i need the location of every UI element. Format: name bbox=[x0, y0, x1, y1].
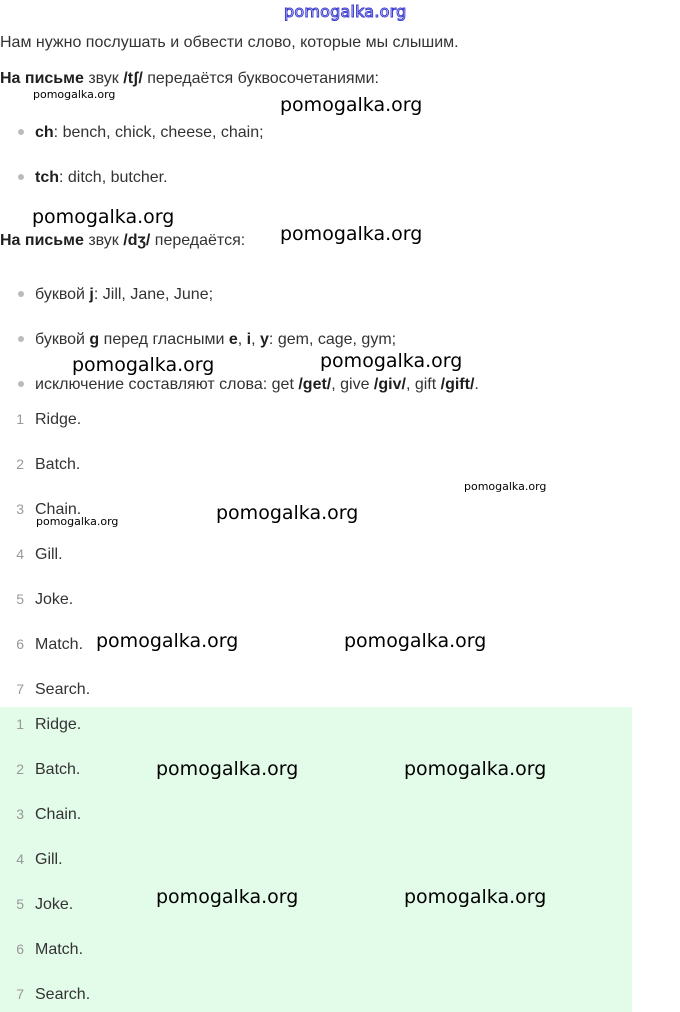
bullet-icon bbox=[18, 381, 24, 387]
rule-dzh-sound: /dʒ/ bbox=[123, 232, 151, 249]
answer-row bbox=[0, 806, 81, 824]
watermark: pomogalka.org bbox=[96, 630, 239, 652]
task-row bbox=[0, 411, 81, 429]
item-bold: ch bbox=[35, 124, 54, 141]
bullet-icon bbox=[18, 291, 24, 297]
answer-row bbox=[0, 986, 90, 1004]
item-text: . bbox=[474, 376, 479, 393]
row-word: Batch. bbox=[35, 456, 81, 473]
item-text: : gem, cage, gym; bbox=[268, 331, 397, 348]
list-item bbox=[18, 124, 264, 142]
row-word: Search. bbox=[35, 681, 91, 698]
task-row bbox=[0, 591, 73, 609]
rule-tsh-bold: На письме bbox=[0, 70, 84, 87]
item-text: : bench, chick, cheese, chain; bbox=[53, 124, 264, 141]
item-comma: , bbox=[251, 331, 261, 348]
list-item bbox=[18, 376, 479, 394]
item-pre: буквой bbox=[35, 286, 90, 303]
item-bold: tch bbox=[35, 169, 59, 186]
row-word: Gill. bbox=[35, 851, 63, 868]
row-number: 5 bbox=[16, 591, 24, 607]
rule-dzh-text-b: передаётся: bbox=[150, 232, 246, 249]
watermark: pomogalka.org bbox=[280, 94, 423, 116]
item-pre: буквой bbox=[35, 331, 90, 348]
item-bold: /get/ bbox=[298, 376, 332, 393]
intro-text: Нам нужно послушать и обвести слово, которые мы слышим. bbox=[0, 34, 459, 51]
task-row bbox=[0, 636, 83, 654]
rule-tsh-text-a: звук bbox=[83, 70, 124, 87]
rule-tsh-text-b: передаётся буквосочетаниями: bbox=[142, 70, 379, 87]
answer-row bbox=[0, 761, 80, 779]
row-number: 1 bbox=[16, 716, 24, 732]
answer-row bbox=[0, 851, 63, 869]
item-bold: g bbox=[89, 331, 100, 348]
row-number: 4 bbox=[16, 851, 24, 867]
watermark: pomogalka.org bbox=[36, 515, 119, 528]
item-text: , give bbox=[331, 376, 374, 393]
row-number: 7 bbox=[16, 681, 24, 697]
task-row bbox=[0, 681, 90, 699]
item-text: : Jill, Jane, June; bbox=[93, 286, 214, 303]
answer-row bbox=[0, 941, 83, 959]
row-number: 3 bbox=[16, 501, 24, 517]
answer-row bbox=[0, 896, 73, 914]
item-bold: /giv/ bbox=[373, 376, 406, 393]
bullet-icon bbox=[18, 336, 24, 342]
bullet-icon bbox=[18, 129, 24, 135]
row-word: Gill. bbox=[35, 546, 63, 563]
row-word: Match. bbox=[35, 941, 84, 958]
row-number: 4 bbox=[16, 546, 24, 562]
watermark: pomogalka.org bbox=[156, 886, 299, 908]
item-bold: i bbox=[246, 331, 252, 348]
row-word: Chain. bbox=[35, 501, 82, 518]
watermark: pomogalka.org bbox=[464, 480, 547, 493]
site-logo[interactable]: pomogalka.org bbox=[284, 2, 407, 21]
watermark: pomogalka.org bbox=[156, 758, 299, 780]
row-number: 3 bbox=[16, 806, 24, 822]
item-pre: исключение составляют слова: get bbox=[35, 376, 299, 393]
row-number: 2 bbox=[16, 456, 24, 472]
row-number: 6 bbox=[16, 941, 24, 957]
bullet-icon bbox=[18, 174, 24, 180]
row-word: Ridge. bbox=[35, 716, 82, 733]
watermark: pomogalka.org bbox=[216, 502, 359, 524]
watermark: pomogalka.org bbox=[280, 223, 423, 245]
row-number: 7 bbox=[16, 986, 24, 1002]
row-number: 6 bbox=[16, 636, 24, 652]
watermark: pomogalka.org bbox=[320, 350, 463, 372]
row-word: Joke. bbox=[35, 591, 74, 608]
watermark: pomogalka.org bbox=[32, 206, 175, 228]
rule-dzh-text-a: звук bbox=[83, 232, 124, 249]
task-row bbox=[0, 456, 80, 474]
item-mid: перед гласными bbox=[99, 331, 229, 348]
item-bold: /gift/ bbox=[440, 376, 475, 393]
watermark: pomogalka.org bbox=[344, 630, 487, 652]
item-bold: e bbox=[228, 331, 238, 348]
answer-row bbox=[0, 716, 81, 734]
row-word: Match. bbox=[35, 636, 84, 653]
row-word: Search. bbox=[35, 986, 91, 1003]
watermark: pomogalka.org bbox=[33, 88, 116, 101]
row-number: 2 bbox=[16, 761, 24, 777]
row-number: 5 bbox=[16, 896, 24, 912]
row-word: Ridge. bbox=[35, 411, 82, 428]
row-word: Joke. bbox=[35, 896, 74, 913]
item-text: , gift bbox=[405, 376, 441, 393]
watermark: pomogalka.org bbox=[404, 758, 547, 780]
rule-tsh-sound: /tʃ/ bbox=[123, 70, 143, 87]
item-bold: j bbox=[89, 286, 94, 303]
item-text: : ditch, butcher. bbox=[59, 169, 168, 186]
task-row bbox=[0, 546, 63, 564]
rule-tsh bbox=[0, 70, 379, 88]
list-item bbox=[18, 286, 213, 304]
answer-highlight-box bbox=[0, 707, 632, 1012]
item-bold: y bbox=[260, 331, 269, 348]
list-item bbox=[18, 169, 168, 187]
rule-dzh bbox=[0, 232, 245, 250]
row-word: Batch. bbox=[35, 761, 81, 778]
item-comma: , bbox=[237, 331, 247, 348]
row-word: Chain. bbox=[35, 806, 82, 823]
watermark: pomogalka.org bbox=[72, 354, 215, 376]
rule-dzh-bold: На письме bbox=[0, 232, 84, 249]
watermark: pomogalka.org bbox=[404, 886, 547, 908]
row-number: 1 bbox=[16, 411, 24, 427]
list-item bbox=[18, 331, 396, 349]
